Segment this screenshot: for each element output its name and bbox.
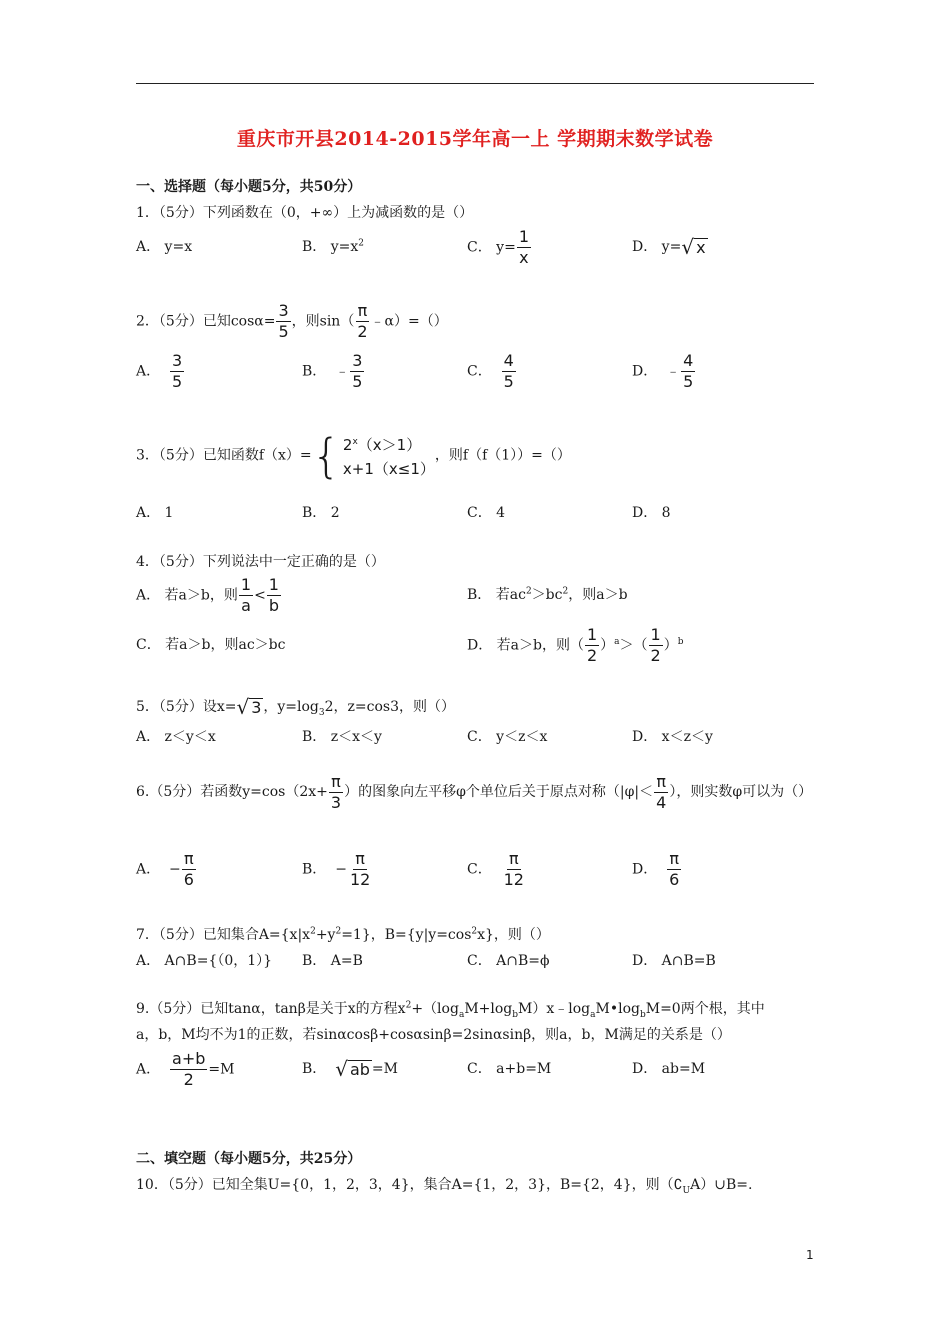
q3-option-d: D． 8 (632, 505, 671, 521)
question-9-line1: 9.（5分）已知tanα，tanβ是关于x的方程$x^2+(\log_aM+\log_bM)x﹣\log_aM•\log_bM=0$两个根，其中 (136, 1000, 765, 1020)
section-fill-heading: 二、填空题（每小题5分，共25分） (136, 1151, 362, 1167)
q4-option-a: A． 若a＞b，则 $\frac{1}{a}$ < $\frac{1}{b}$ (136, 575, 279, 615)
q7-option-d: D． A∩B=B (632, 953, 716, 969)
question-9-line2: a，b，M均不为1的正数，若sinαcosβ+cosαsinβ=2sinαsinβ，则a，b，M满足的关系是（） (136, 1027, 731, 1043)
q3-piecewise: { $2^x(x>1)$ x+1（x≤1） (311, 428, 435, 483)
q4-option-d: D． 若a＞b，则（ $\frac{1}{2}$ ）$^a$＞（ $\frac{1}{2}$ ）$^b$ (467, 625, 684, 665)
q6-option-a: A． − $\frac{\pi}{6}$ (136, 849, 194, 889)
q1-option-a: A． y=x (136, 239, 193, 255)
q9-option-d: D． ab=M (632, 1061, 706, 1077)
q6-option-b: B． − $\frac{\pi}{12}$ (302, 849, 371, 889)
q2-option-b: B． ﹣ $\frac{3}{5}$ (302, 351, 363, 391)
question-10-stem: 10．（5分）已知全集U={0，1，2，3，4}，集合A={1，2，3}，B={2，4}，则$(∁_UA)\cup B=$. (136, 1177, 753, 1196)
q1-option-c: C． y= $\frac{1}{x}$ (467, 227, 529, 267)
q1-c-fraction: $\frac{1}{x}$ (518, 227, 529, 267)
q9-option-a: A． $\frac{a+b}{2}$ =M (136, 1049, 235, 1089)
q5-option-a: A． z＜y＜x (136, 729, 216, 745)
question-2-stem: 2．（5分）已知cosα= $\frac{3}{5}$ ，则sin（ $\frac{\pi}{2}$ ﹣α）=（） (136, 301, 448, 341)
q3-option-a: A． 1 (136, 505, 174, 521)
q6-option-d: D． $\frac{\pi}{6}$ (632, 849, 680, 889)
q7-option-b: B． A=B (302, 953, 363, 969)
q2-option-c: C． $\frac{4}{5}$ (467, 351, 514, 391)
q7-option-c: C． A∩B=ϕ (467, 953, 550, 969)
q1-d-sqrt: √ x (681, 235, 706, 259)
q7-option-a: A． A∩B={（0，1）} (136, 953, 273, 969)
q1-option-d: D． y= √ x (632, 235, 706, 259)
header-rule (136, 83, 814, 84)
q5-option-b: B． z＜x＜y (302, 729, 382, 745)
q9-option-c: C． a+b=M (467, 1061, 552, 1077)
q4-option-c: C． 若a＞b，则ac＞bc (136, 637, 286, 653)
exam-title: 重庆市开县2014-2015学年高一上 学期期末数学试卷 (236, 128, 714, 150)
page-number: 1 (806, 1248, 814, 1262)
question-1-stem: 1．（5分）下列函数在（0，+∞）上为减函数的是（） (136, 205, 474, 221)
q2-option-d: D． ﹣ $\frac{4}{5}$ (632, 351, 694, 391)
q5-option-d: D． x＜z＜y (632, 729, 713, 745)
q1-option-b: B． $y=x^2$ (302, 238, 365, 255)
q6-option-c: C． $\frac{\pi}{12}$ (467, 849, 524, 889)
question-3-stem: 3．（5分）已知函数f（x）= { $2^x(x>1)$ x+1（x≤1） ，则f（f（1））=（） (136, 428, 571, 483)
question-5-stem: 5．（5分）设x= √ 3 ，$y=\log_32$，z=cos3，则（） (136, 695, 456, 719)
question-4-stem: 4．（5分）下列说法中一定正确的是（） (136, 554, 385, 570)
q3-option-b: B． 2 (302, 505, 340, 521)
question-6-stem: 6.（5分）若函数y=cos（2x+ $\frac{\pi}{3}$ ）的图象向左平移φ个单位后关于原点对称（|φ|＜ $\frac{\pi}{4}$ ），则实数φ可以为（） (136, 771, 813, 812)
q5-option-c: C． y＜z＜x (467, 729, 548, 745)
q4-option-b: B． 若$ac^2>bc^2$，则a＞b (467, 586, 628, 603)
q9-option-b: B． √ ab =M (302, 1057, 398, 1081)
q3-option-c: C． 4 (467, 505, 506, 521)
section-choice-heading: 一、选择题（每小题5分，共50分） (136, 179, 362, 195)
q2-option-a: A． $\frac{3}{5}$ (136, 351, 183, 391)
question-7-stem: 7．（5分）已知集合$A=\{x|x^2+y^2=1\}$，$B=\{y|y=\cos^2x\}$，则（） (136, 926, 550, 943)
